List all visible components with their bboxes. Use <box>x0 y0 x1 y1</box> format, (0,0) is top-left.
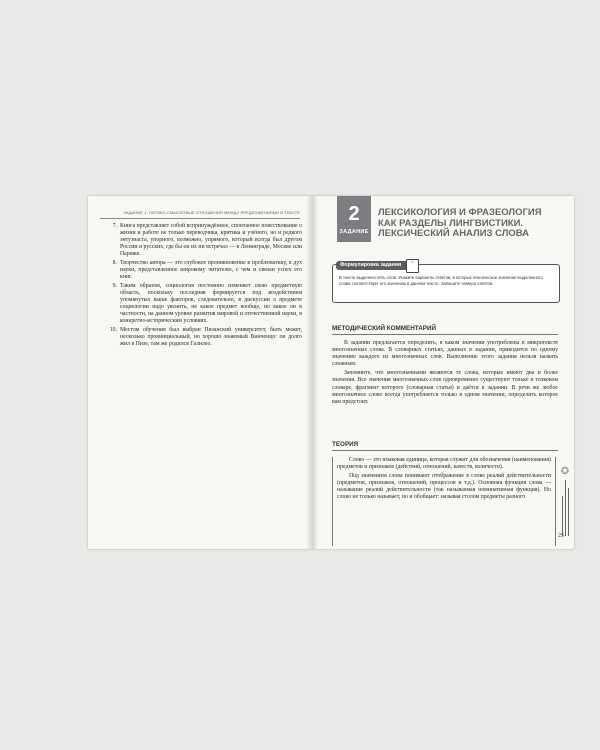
item-number: 8. <box>112 259 117 266</box>
item-number: 9. <box>112 282 117 289</box>
document-icon: ≡ <box>406 259 419 273</box>
task-label: ЗАДАНИЕ <box>339 229 369 235</box>
item-text: Книга представляет собой вспринуждённое, спонтанное повествование о жизни и работе не только переводчика, критика и учёного, но и редкого энтузиаста, упорного, возможно, упрямого, который всегда был другом России и русских, где бы он их ни встречал — в Ленинграде, Москве или Париже. <box>120 223 302 258</box>
formulation-label: Формулировка задания <box>336 261 419 270</box>
paragraph: Запомните, что многозначными являются те слова, которые имеют два и более значения. Все значения многозначных слов одновременно существуют только в толковом словаре, фрагмент которого (словарная статья) и даётся в задании. В речи же любое многозначное слово всегда употребляется только в одном значении, определить которое вам предстоит. <box>332 370 558 405</box>
task-number-box <box>337 196 371 242</box>
method-text <box>332 340 558 408</box>
paragraph: В задании предлагается определить, в каком значении употреблены в микротексте многозначные слова. В словарных статьях, данных в задании, приводится по одному значению каждого из многозначных слов. Выполнение этого задания нельзя назвать сложным. <box>332 340 558 368</box>
running-header: ЗАДАНИЕ 1. ЛОГИКО-СМЫСЛОВЫЕ ОТНОШЕНИЯ МЕЖДУ ПРЕДЛОЖЕНИЯМИ В ТЕКСТЕ <box>100 210 300 219</box>
decorative-bars <box>561 474 571 536</box>
book-gutter <box>306 196 318 549</box>
list-item <box>106 223 302 258</box>
book-spread <box>88 196 574 549</box>
task-formulation-box <box>332 259 560 303</box>
section-heading-method: МЕТОДИЧЕСКИЙ КОММЕНТАРИЙ <box>332 324 558 335</box>
theory-text <box>337 457 551 502</box>
star-emblem-icon: ✪ <box>560 466 570 477</box>
page-number: 25 <box>558 533 564 539</box>
paragraph: Слово — это языковая единица, которая служит для обозначения (наименования) предметов и признаков (действий, отношений, качеств, количеств). <box>337 457 551 471</box>
list-item <box>106 260 302 281</box>
item-number: 10. <box>109 326 117 333</box>
item-text: Творчество автора — это глубокое проникновение в проблематику, в дух науки, представленное широкому читателю, с чем и связан успех его книг. <box>120 259 302 281</box>
item-text: Таким образом, социология постоянно изменяет свою предметную область, поскольку последняя формируется под воздействием упомянутых выше факторов, следовательно, в дискуссии о предмете социологии надо уяснить, не какое предмет вообще, но какое он в частности, на данном уровне развития мировой и отечественной науки, в конкретно-историческим условиях. <box>120 282 302 325</box>
theory-block <box>332 457 556 546</box>
task-number: 2 <box>348 203 360 225</box>
page-title: ЛЕКСИКОЛОГИЯ И ФРАЗЕОЛОГИЯ КАК РАЗДЕЛЫ ЛИНГВИСТИКИ. ЛЕКСИЧЕСКИЙ АНАЛИЗ СЛОВА <box>378 207 542 239</box>
formulation-text: В тексте выделено пять слов. Укажите варианты ответов, в которых лексическое значение выделенного слова соответствует его значению в данном тексте. Запишите номера ответов. <box>339 275 543 286</box>
answer-list <box>106 223 302 350</box>
item-text: Местом обучения был выбран Пизанский университет, быть может, несколько провинциальный, но хорошо знакомый Винченцо: он долго жил в Пизе, там же родился Галилео. <box>120 326 302 347</box>
paragraph: Под значением слова понимают отображение в слове реалий действительности (предметов, признаков, отношений, процессов и т.д.). Основная функция слова — называние реалий действительности (так называемая номинативная функция). Но слово не только называет, но и обобщает: называя столом предметы разного <box>337 473 551 501</box>
list-item <box>106 283 302 326</box>
item-number: 7. <box>112 223 117 229</box>
section-heading-theory: ТЕОРИЯ <box>332 440 558 451</box>
list-item <box>106 327 302 348</box>
